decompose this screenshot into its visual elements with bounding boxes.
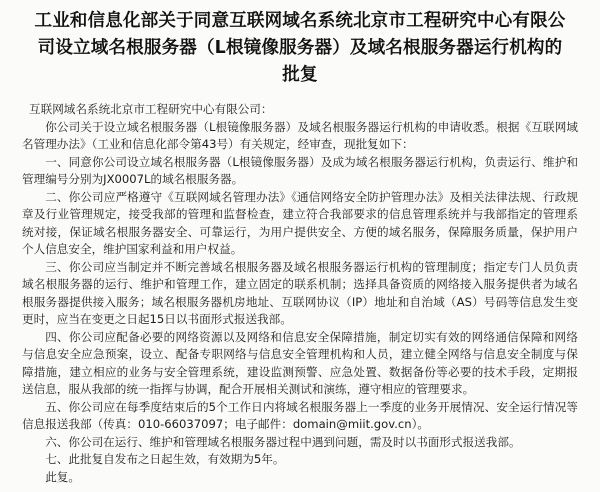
paragraph-item-3: 三、你公司应当制定并不断完善域名根服务器及域名根服务器运行机构的管理制度；指定专门人员负责域名根服务器的运行、维护和管理工作，建立固定的联系机制；选择具备资质的网络接入服务提供者为域名根服务器提供接入服务；域名根服务器机房地址、互联网协议（IP）地址和自治域（AS）号码等信息发生变更时，应当在变更之日起15日以书面形式报送我部。	[22, 259, 578, 326]
closing-line: 此复。	[45, 469, 80, 484]
title-line-1: 工业和信息化部关于同意互联网域名系统北京市工程研究中心有限公	[34, 11, 566, 31]
document-title	[22, 8, 578, 89]
paragraph-item-1: 一、同意你公司设立域名根服务器（L根镜像服务器）及成为域名根服务器运行机构，负责运行、维护和管理编号分别为JX0007L的域名根服务器。	[22, 154, 578, 186]
addressee: 互联网域名系统北京市工程研究中心有限公司：	[29, 102, 273, 116]
title-line-3: 批复	[282, 65, 318, 85]
title-line-2: 司设立域名根服务器（L根镜像服务器）及域名根服务器运行机构的	[37, 38, 563, 58]
paragraph-item-7: 七、此批复自发布之日起生效，有效期为5年。	[45, 452, 285, 466]
document-body	[22, 101, 578, 486]
paragraph-item-4: 四、你公司应配备必要的网络资源以及网络和信息安全保障措施，制定切实有效的网络通信保障和网络与信息安全应急预案，设立、配备专职网络与信息安全管理机构和人员，建立健全网络与信息安全制度与保障措施，建立相应的业务与安全管理系统，建设监测预警、应急处置、数据备份等必要的技术手段，定期报送信息，服从我部的统一指挥与协调，配合开展相关测试和演练，遵守相应的管理要求。	[22, 329, 578, 396]
paragraph-item-5: 五、你公司应在每季度结束后的5个工作日内将域名根服务器上一季度的业务开展情况、安全运行情况等信息报送我部（传真：010-66037097；电子邮件：domain@miit.gov.cn）。	[22, 399, 578, 431]
paragraph-item-2: 二、你公司应严格遵守《互联网域名管理办法》《通信网络安全防护管理办法》及相关法律法规、行政规章及行业管理规定，接受我部的管理和监督检查，建立符合我部要求的信息管理系统并与我部指定的管理系统对接，保证域名根服务器安全、可靠运行，为用户提供安全、方便的域名服务，保障服务质量，保护用户个人信息安全，维护国家利益和用户权益。	[22, 189, 578, 256]
paragraph-intro: 你公司关于设立域名根服务器（L根镜像服务器）及域名根服务器运行机构的申请收悉。根据《互联网域名管理办法》（工业和信息化部令第43号）有关规定，经审查，现批复如下：	[22, 119, 578, 151]
paragraph-item-6: 六、你公司在运行、维护和管理域名根服务器过程中遇到问题，需及时以书面形式报送我部。	[45, 434, 521, 449]
